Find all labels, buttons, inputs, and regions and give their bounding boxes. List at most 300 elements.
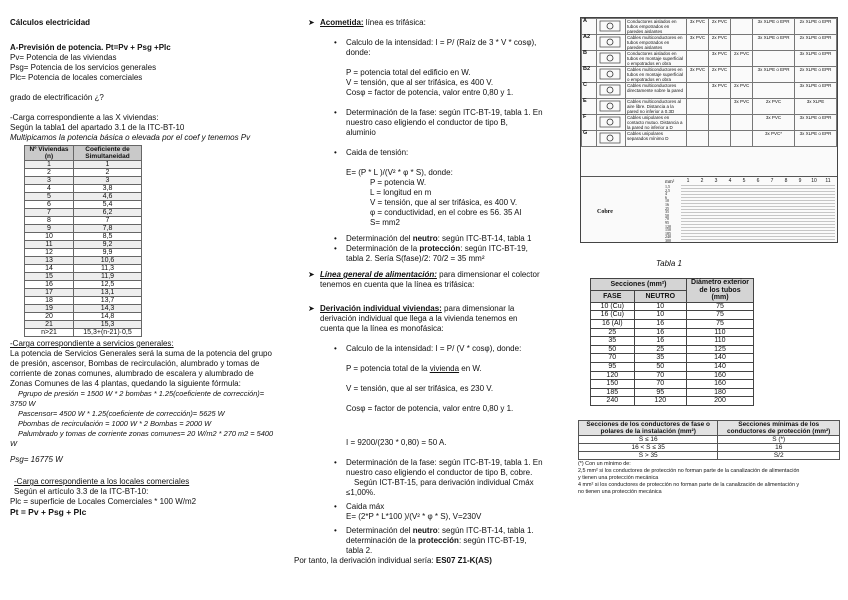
column-number: 11 (825, 178, 831, 184)
conductor-cell: 2x PVC (731, 83, 753, 99)
conductor-desc: Cables multiconductores en tubos en montaje superficial o empotrados en obra (626, 67, 687, 83)
conductor-cell: 3x PVC (687, 35, 709, 51)
plc-formula: Plc = superficie de Locales Comerciales * 100 W/m2 (10, 497, 197, 506)
conductor-cell: 2x PVC (753, 99, 795, 115)
table-cell-coef: 9,2 (74, 241, 142, 249)
section-value: 4 (665, 191, 667, 197)
proteccion-determination-2: determinación de la protección: según ITC-BT-19, (346, 536, 527, 545)
conductor-cell (687, 51, 709, 67)
st-cell-neutro: 10 (634, 311, 686, 320)
table-cell-n: 20 (25, 313, 74, 321)
conductor-cell: 2x PVC (731, 51, 753, 67)
installation-icon (597, 35, 626, 51)
st-cell-fase: 16 (Cu) (591, 311, 635, 320)
palumbrado-result: W (10, 439, 17, 448)
st-cell-fase: 25 (591, 328, 635, 337)
segun-articulo: Según el artículo 3.3 de la ITC-BT-10: (14, 487, 149, 496)
table-cell-n: 15 (25, 273, 74, 281)
conductor-row (582, 19, 837, 35)
calc-intensidad: • Calculo de la intensidad: I = P/ (Raíz de 3 * V * cosφ), (334, 38, 537, 47)
table-row (25, 305, 142, 313)
conductor-cell: 3x PVC (687, 67, 709, 83)
mt-cell-proteccion: S (*) (718, 436, 840, 444)
st-cell-fase: 35 (591, 337, 635, 346)
table-row (25, 249, 142, 257)
v-definition: V = tensión, que al ser trifásica, es 400 V. (346, 78, 494, 87)
table-cell-n: 13 (25, 257, 74, 265)
installation-icon (597, 51, 626, 67)
sg-paragraph-4: Zonas Comunes de las 4 plantas, quedando la siguiente fórmula: (10, 379, 241, 388)
lga-line-2: tenemos en cuenta que la línea es trifásica: (320, 280, 475, 289)
section-value: 150 (665, 227, 671, 233)
column-number: 5 (742, 178, 746, 184)
installation-icon (597, 99, 626, 115)
carga-lc: -Carga correspondiente a los locales comerciales (14, 477, 190, 486)
conductor-desc: Cables multiconductores al aire libre. Distancia a la pared no inferior a 0.3D (626, 99, 687, 115)
table-cell-n: 14 (25, 265, 74, 273)
table-row (25, 233, 142, 241)
table-cell-n: 21 (25, 321, 74, 329)
mt-note-1: 2,5 mm² si los conductores de protección no forman parte de la canalización de alimentación (578, 468, 800, 474)
st-cell-neutro: 25 (634, 345, 686, 354)
section-value: 120 (665, 223, 671, 229)
st-head-neutro: NEUTRO (634, 290, 686, 302)
table-row (25, 193, 142, 201)
installation-icon (597, 83, 626, 99)
conductor-desc: Conductores aislados en tubos empotrados en paredes aislantes (626, 19, 687, 35)
st-head-diametro: Diámetro exterior de los tubos (mm) (687, 279, 754, 303)
conductor-desc: Cables multiconductores en tubos empotrados en paredes aislantes (626, 35, 687, 51)
conductor-row (582, 83, 837, 99)
table-row (25, 273, 142, 281)
table-row (591, 302, 754, 311)
conductor-cell: 2x XLPE o EPR (795, 35, 837, 51)
doc-title: Cálculos electricidad (10, 18, 91, 27)
table-row (25, 313, 142, 321)
proteccion2-line-2: tabla 2. (346, 546, 373, 555)
arrow-bullet-icon: ➤ (308, 304, 315, 313)
lga-heading: ➤ Línea general de alimentación: para dimensionar el colector (308, 270, 540, 279)
table-cell-n: 6 (25, 201, 74, 209)
table-row (579, 452, 840, 460)
table-cell-n: 4 (25, 185, 74, 193)
table-cell-n: 11 (25, 241, 74, 249)
section-value: 300 (665, 237, 671, 243)
proteccion-line-2: tabla 2. Sería S(fase)/2: 70/2 = 35 mm² (346, 254, 485, 263)
section-value: 6 (665, 194, 667, 200)
e-formula: E= (P * L )/(V² * φ * S), donde: (346, 168, 453, 177)
table-cell-coef: 5,4 (74, 201, 142, 209)
st-cell-diametro: 125 (687, 345, 754, 354)
conductor-code: E (582, 99, 597, 115)
values-block (681, 185, 835, 242)
conductor-cell: 3x PVC (709, 51, 731, 67)
conductor-cell (687, 115, 709, 131)
section-value: 95 (665, 219, 669, 225)
mt-cell-proteccion: 16 (718, 444, 840, 452)
st-cell-diametro: 140 (687, 354, 754, 363)
st-cell-diametro: 75 (687, 302, 754, 311)
installation-icon-svg (598, 51, 622, 65)
calc-intensidad-2: • Calculo de la intensidad: I = P/ (V * cosφ), donde: (334, 344, 522, 353)
installation-icon-svg (598, 19, 622, 33)
derivacion-line-3: cuenta que la línea es monofásica: (320, 324, 444, 333)
middle-column (294, 18, 564, 566)
column-number: 7 (770, 178, 774, 184)
table-cell-coef: 12,5 (74, 281, 142, 289)
conductor-row (582, 51, 837, 67)
table-cell-coef: 11,9 (74, 273, 142, 281)
st-cell-fase: 16 (Al) (591, 319, 635, 328)
pgrupo-result: 3750 W (10, 399, 36, 408)
installation-icon (597, 115, 626, 131)
table-cell-coef: 7,8 (74, 225, 142, 233)
cos-definition-2: Cosφ = factor de potencia, valor entre 0,80 y 1. (346, 404, 514, 413)
bullet-icon: • (334, 244, 337, 253)
conductor-cell (753, 83, 795, 99)
bullet-icon: • (334, 344, 337, 353)
st-cell-diametro: 75 (687, 311, 754, 320)
bullet-icon: • (334, 108, 337, 117)
conductor-cell (687, 83, 709, 99)
installation-icon-svg (598, 115, 622, 129)
fase-line-3: aluminio (346, 128, 376, 137)
table-cell-coef: 3 (74, 177, 142, 185)
st-cell-fase: 240 (591, 397, 635, 406)
installation-icon (597, 131, 626, 147)
fase-determination-2: • Determinación de la fase: según ITC-BT-19, tabla 1. En (334, 458, 543, 467)
table-row (25, 329, 142, 337)
conductor-cell: 3x XLPE o EPR (795, 83, 837, 99)
table-cell-n: 19 (25, 305, 74, 313)
section-value: 70 (665, 216, 669, 222)
caida-max: • Caida máx (334, 502, 385, 511)
bullet-icon: • (334, 458, 337, 467)
conductor-cell: 3x PVC* (753, 131, 795, 147)
table-cell-n: 10 (25, 233, 74, 241)
conductor-cell: 2x PVC (709, 19, 731, 35)
st-cell-neutro: 16 (634, 337, 686, 346)
arrow-bullet-icon: ➤ (308, 270, 315, 279)
def-pv: Pv= Potencia de las viviendas (10, 53, 117, 62)
fase2-line-2: nuestro caso eligiendo el conductor de tipo B, cobre. (346, 468, 533, 477)
donde-1: donde: (346, 48, 371, 57)
v-monofasica: V = tensión, que al ser trifásica, es 230 V. (346, 384, 494, 393)
table-row (25, 241, 142, 249)
fase2-line-4: ≤1,00%. (346, 488, 376, 497)
table-row (25, 209, 142, 217)
conductor-cell: 3x XLPE o EPR (795, 131, 837, 147)
e-formula-2: E= (2*P * L*100 )/(V² * φ * S), V=230V (346, 512, 482, 521)
table-cell-coef: 8,5 (74, 233, 142, 241)
bullet-icon: • (334, 148, 337, 157)
conductor-cell: 3x XLPE (795, 99, 837, 115)
section-value: 35 (665, 209, 669, 215)
st-cell-neutro: 10 (634, 302, 686, 311)
mt-cell-fase: S ≤ 16 (579, 436, 718, 444)
conductor-cell: 3x XLPE o EPR (753, 67, 795, 83)
conductor-code: F (582, 115, 597, 131)
conductor-code: B2 (582, 67, 597, 83)
installation-icon-svg (598, 35, 622, 49)
column-number: 2 (700, 178, 704, 184)
st-cell-fase: 70 (591, 354, 635, 363)
installation-icon (597, 67, 626, 83)
def-psg: Psg= Potencia de los servicios generales (10, 63, 157, 72)
column-number: 10 (811, 178, 817, 184)
table-row (25, 281, 142, 289)
st-cell-fase: 10 (Cu) (591, 302, 635, 311)
st-cell-neutro: 16 (634, 328, 686, 337)
protection-section (578, 420, 840, 496)
conductor-cell (731, 115, 753, 131)
table-row (591, 380, 754, 389)
caida-tension: • Caida de tensión: (334, 148, 409, 157)
conductor-cell: 3x PVC (687, 19, 709, 35)
table-cell-coef: 15,3 (74, 321, 142, 329)
conductor-desc: Cables unipolares en contacto mutuo. Distancia a la pared no inferior a D (626, 115, 687, 131)
conductor-cell (709, 99, 731, 115)
table-row (25, 225, 142, 233)
table-cell-coef: 9,9 (74, 249, 142, 257)
st-head-fase: FASE (591, 290, 635, 302)
bullet-icon: • (334, 38, 337, 47)
conductor-cell (731, 19, 753, 35)
carga-viviendas: -Carga correspondiente a las X viviendas: (10, 113, 159, 122)
conductor-cell (753, 51, 795, 67)
column-numbers (681, 178, 835, 184)
neutro-determination-2: • Determinación del neutro: según ITC-BT-14, tabla 1. (334, 526, 534, 535)
pascensor-line: Pascensor= 4500 W * 1.25(coeficiente de corrección)= 5625 W (18, 409, 225, 418)
table-cell-n: 1 (25, 161, 74, 169)
pbombas-line: Pbombas de recirculación = 1000 W * 2 Bombas = 2000 W (18, 419, 212, 428)
table-cell-coef: 10,6 (74, 257, 142, 265)
conductor-cell: 3x PVC (731, 99, 753, 115)
table-cell-coef: 13,1 (74, 289, 142, 297)
mt-cell-proteccion: S/2 (718, 452, 840, 460)
table-row (25, 201, 142, 209)
conductor-cell (731, 131, 753, 147)
st-head-secciones: Secciones (mm²) (591, 279, 687, 291)
conductor-cell: 3x PVC (753, 115, 795, 131)
conductor-cell (709, 115, 731, 131)
section-value: 10 (665, 198, 669, 204)
table-cell-n: 8 (25, 217, 74, 225)
carga-sg: -Carga correspondiente a servicios generales: (10, 339, 174, 348)
conductor-cell: 3x XLPE o EPR (795, 115, 837, 131)
table-cell-coef: 3,8 (74, 185, 142, 193)
tube-diameter-table (590, 278, 754, 406)
psg-total: Psg= 16775 W (10, 455, 63, 464)
conductor-cell (709, 131, 731, 147)
st-cell-fase: 185 (591, 388, 635, 397)
table-cell-coef: 7 (74, 217, 142, 225)
conductor-desc: Cables unipolares separados mínimo D (626, 131, 687, 147)
conductor-cell: 2x XLPE o EPR (795, 67, 837, 83)
st-cell-diametro: 110 (687, 337, 754, 346)
installation-icon-svg (598, 83, 622, 97)
section-value: 2,5 (665, 187, 670, 193)
column-number: 1 (686, 178, 690, 184)
table-row (579, 444, 840, 452)
column-number: 3 (714, 178, 718, 184)
section-value: 25 (665, 205, 669, 211)
table-cell-coef: 14,8 (74, 313, 142, 321)
table-row (591, 354, 754, 363)
fase2-line-3: Según ICT-BT-15, para derivación individual Cmáx (354, 478, 534, 487)
derivacion-line-2: derivación individual que llega a la vivienda tenemos en (320, 314, 518, 323)
fase-line-2: nuestro caso eligiendo el conductor de tipo B, (346, 118, 508, 127)
mm2-label: mm² (665, 180, 675, 185)
conductor-cell: 3x XLPE o EPR (795, 51, 837, 67)
table-row (591, 397, 754, 406)
table-cell-coef: 4,6 (74, 193, 142, 201)
table-row (25, 169, 142, 177)
derivacion-heading: ➤ Derivación individual viviendas: para dimensionar la (308, 304, 515, 313)
arrow-bullet-icon: ➤ (308, 18, 315, 27)
conductor-desc: Cables multiconductores directamente sobre la pared (626, 83, 687, 99)
st-cell-diametro: 140 (687, 362, 754, 371)
table-cell-coef: 14,3 (74, 305, 142, 313)
mt-cell-fase: S > 35 (579, 452, 718, 460)
st-cell-fase: 95 (591, 362, 635, 371)
table-cell-n: 16 (25, 281, 74, 289)
simultaneity-table (24, 145, 142, 337)
i-result: I = 9200/(230 * 0,80) = 50 A. (346, 438, 447, 447)
table-cell-n: 18 (25, 297, 74, 305)
table-row (25, 321, 142, 329)
table-cell-n: 2 (25, 169, 74, 177)
section-value: 240 (665, 234, 671, 240)
st-cell-fase: 150 (591, 380, 635, 389)
column-number: 4 (728, 178, 732, 184)
st-cell-neutro: 70 (634, 380, 686, 389)
conductor-cell: 2x PVC (709, 67, 731, 83)
table-row (591, 311, 754, 320)
conductor-desc: Conductores aislados en tubos en montaje superficial o empotrados en obra (626, 51, 687, 67)
acometida-heading: ➤ Acometida: línea es trifásica: (308, 18, 426, 27)
bullet-icon: • (334, 526, 337, 535)
neutro-determination-1: • Determinación del neutro: según ITC-BT-14, tabla 1 (334, 234, 532, 243)
conductor-cell (687, 131, 709, 147)
conductor-row (582, 115, 837, 131)
mt-note-2b: no tienen una protección mecánica (578, 489, 662, 495)
table-cell-n: n>21 (25, 329, 74, 337)
table-row (25, 257, 142, 265)
l-longitud: L = longitud en m (370, 188, 432, 197)
section-list (665, 185, 679, 243)
table-row (25, 161, 142, 169)
st-cell-fase: 50 (591, 345, 635, 354)
conductor-code: A (582, 19, 597, 35)
pgrupo-line: Pgrupo de presión = 1500 W * 2 bombas * 1.25(coeficiente de corrección)= (18, 389, 265, 398)
installation-icon-svg (598, 99, 622, 113)
pt-formula: Pt = Pv + Psg + Plc (10, 507, 87, 517)
st-cell-neutro: 35 (634, 354, 686, 363)
table-cell-n: 7 (25, 209, 74, 217)
conductor-cell: 3x PVC (709, 83, 731, 99)
conductor-row (582, 131, 837, 147)
prevision-heading: A-Previsión de potencia. Pt=Pv + Psg +Plc (10, 43, 171, 52)
sg-paragraph-1: La potencia de Servicios Generales será la suma de la potencia del grupo (10, 349, 272, 358)
sg-paragraph-3: corriente de zonas comunes, alumbrado de escalera y alumbrado de (10, 369, 254, 378)
conductor-cell: 2x XLPE o EPR (795, 19, 837, 35)
mt-note-1b: y tienen una protección mecánica (578, 475, 659, 481)
table-cell-n: 3 (25, 177, 74, 185)
table-cell-coef: 6,2 (74, 209, 142, 217)
portanto-line: Por tanto, la derivación individual sería: ES07 Z1-K(AS) (294, 556, 492, 565)
column-number: 6 (756, 178, 760, 184)
conductor-cell (731, 35, 753, 51)
conductor-row (582, 67, 837, 83)
table-row (591, 345, 754, 354)
conductor-cell: 3x XLPE o EPR (753, 19, 795, 35)
table-row (579, 436, 840, 444)
table-row (591, 328, 754, 337)
st-cell-neutro: 70 (634, 371, 686, 380)
conductor-cell (731, 67, 753, 83)
segun-tabla: Según la tabla1 del apartado 3.1 de la ITC-BT-10 (10, 123, 185, 132)
section-value: 50 (665, 212, 669, 218)
table-row (25, 185, 142, 193)
table-row (591, 388, 754, 397)
cobre-label: Cobre (597, 209, 613, 215)
fase-determination-1: • Determinación de la fase: según ITC-BT-19, tabla 1. En (334, 108, 543, 117)
p-vivienda: P = potencia total de la vivienda en W. (346, 364, 482, 373)
conductor-type-table (580, 17, 838, 243)
p-potencia: P = potencia W. (370, 178, 427, 187)
st-cell-neutro: 120 (634, 397, 686, 406)
section-value: 16 (665, 201, 669, 207)
protection-table (578, 420, 840, 460)
grado-electrificacion: grado de electrificación ¿? (10, 93, 104, 102)
table-row (591, 337, 754, 346)
conductor-code: A2 (582, 35, 597, 51)
conductor-code: C (582, 83, 597, 99)
table-row (591, 371, 754, 380)
table-row (25, 289, 142, 297)
conductor-row (582, 99, 837, 115)
mt-head-fase: Secciones de los conductores de fase o polares de la instalación (mm²) (579, 421, 718, 436)
table-row (25, 265, 142, 273)
mt-head-proteccion: Secciones mínimas de los conductores de protección (mm²) (718, 421, 840, 436)
bullet-icon: • (334, 502, 337, 511)
section-value: 185 (665, 230, 671, 236)
installation-icon-svg (598, 67, 622, 81)
conductor-cell (687, 99, 709, 115)
table-row (25, 297, 142, 305)
table-head-n: Nº Viviendas (n) (25, 146, 74, 161)
conductor-code: B (582, 51, 597, 67)
sg-paragraph-2: de presión, ascensor, Bombas de recirculación, alumbrado y tomas de (10, 359, 260, 368)
st-cell-diametro: 75 (687, 319, 754, 328)
column-number: 9 (798, 178, 802, 184)
table-cell-coef: 15,3+(n-21)·0,5 (74, 329, 142, 337)
table-row (591, 362, 754, 371)
mt-cell-fase: 16 < S ≤ 35 (579, 444, 718, 452)
st-cell-diametro: 160 (687, 371, 754, 380)
conductor-cell: 3x XLPE o EPR (753, 35, 795, 51)
st-cell-diametro: 200 (687, 397, 754, 406)
st-cell-diametro: 110 (687, 328, 754, 337)
p-definition: P = potencia total del edificio en W. (346, 68, 471, 77)
conductor-cell: 2x PVC (709, 35, 731, 51)
table-row (591, 319, 754, 328)
conductor-row (582, 35, 837, 51)
table-cell-coef: 1 (74, 161, 142, 169)
table-head-coef: Coeficiente de Simultaneidad (74, 146, 142, 161)
table-cell-n: 12 (25, 249, 74, 257)
